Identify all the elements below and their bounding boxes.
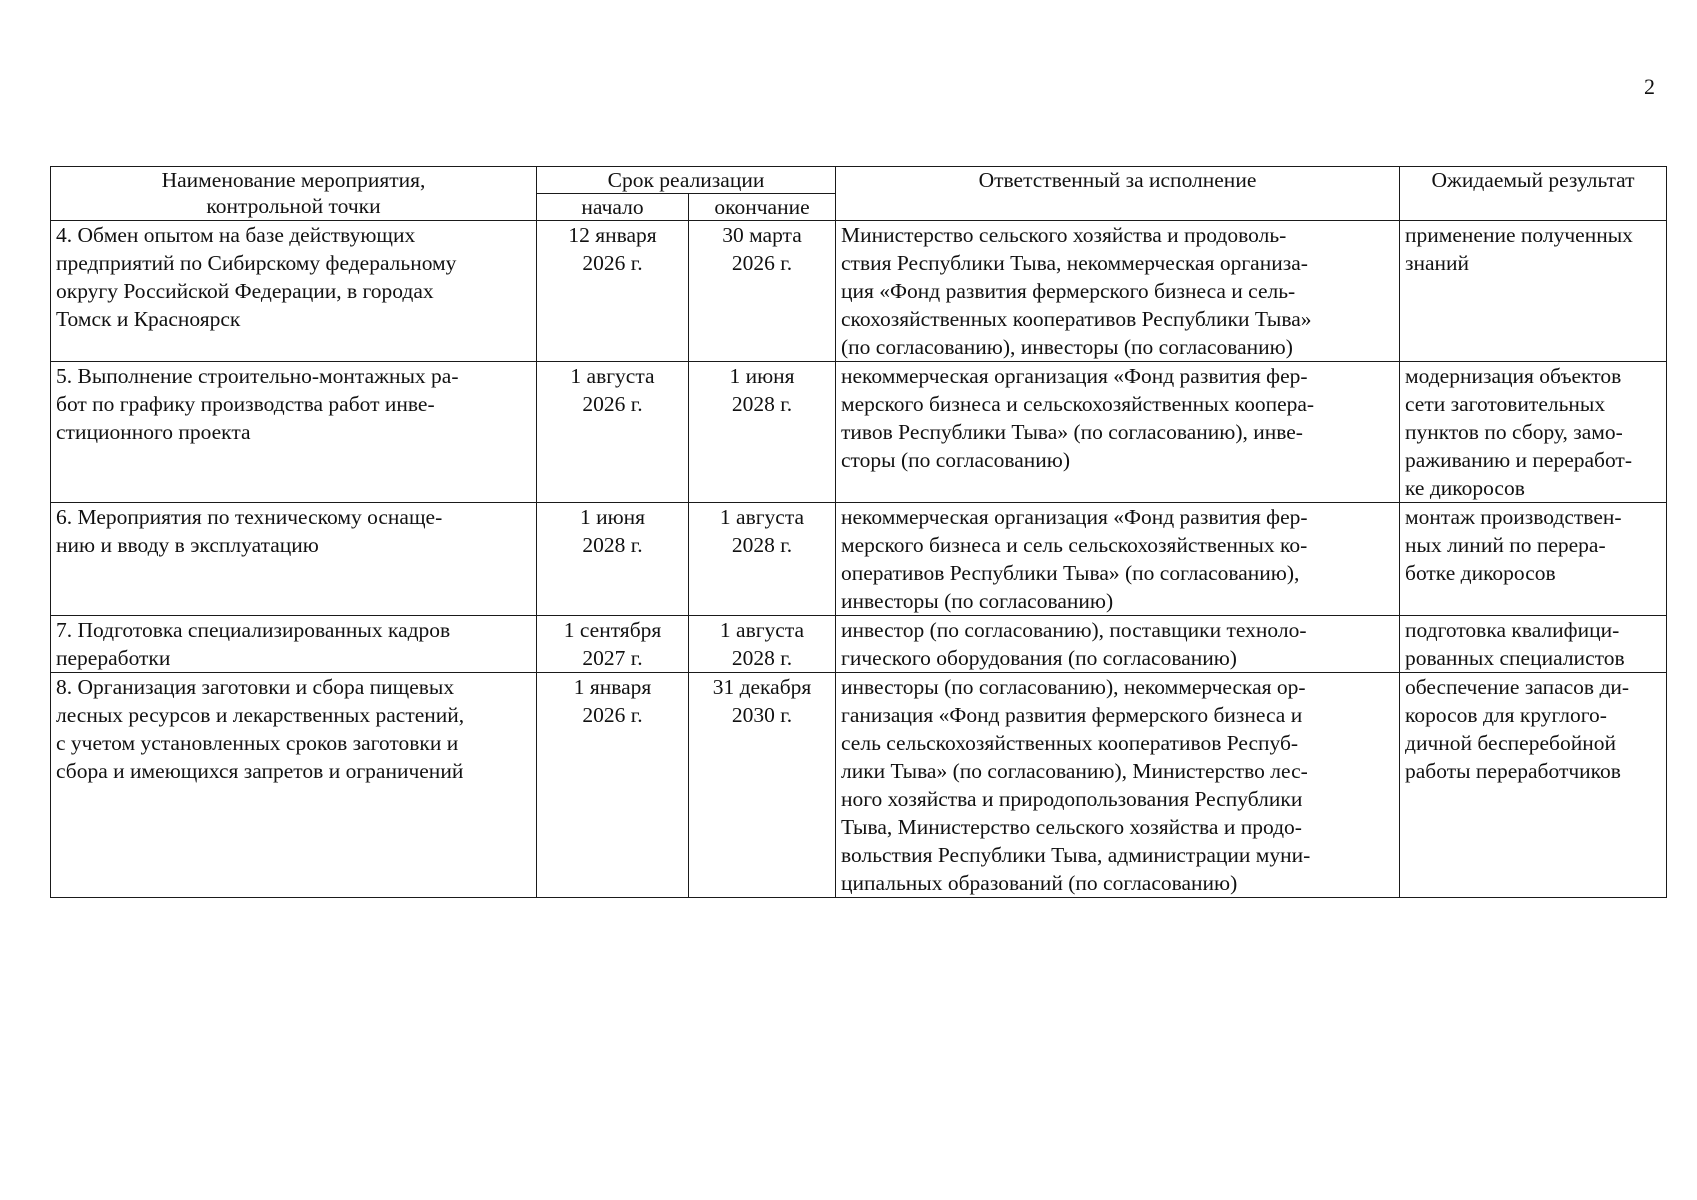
cell-name-line: 4. Обмен опытом на базе действующих: [56, 223, 416, 247]
cell-responsible-line: вольствия Республики Тыва, администрации муни-: [841, 843, 1311, 867]
cell-start: [537, 673, 689, 898]
cell-responsible-line: инвесторы (по согласованию): [841, 589, 1114, 613]
cell-start-line: 2026 г.: [582, 703, 643, 727]
cell-start: [537, 616, 689, 673]
cell-end-line: 1 августа: [719, 618, 805, 642]
cell-result-line: ке дикоросов: [1405, 476, 1525, 500]
header-row-top: [51, 167, 1667, 194]
cell-result-line: применение полученных: [1405, 223, 1633, 247]
cell-start: [537, 221, 689, 362]
table-row: [51, 503, 1667, 616]
cell-name-line: переработки: [56, 646, 171, 670]
cell-name: [51, 362, 537, 503]
cell-result-line: пунктов по сбору, замо-: [1405, 420, 1623, 444]
cell-result-line: работы переработчиков: [1405, 759, 1621, 783]
table-header: [51, 167, 1667, 221]
cell-start-line: 2027 г.: [582, 646, 643, 670]
cell-start-line: 1 сентября: [563, 618, 662, 642]
cell-name: [51, 673, 537, 898]
cell-responsible: [836, 673, 1400, 898]
cell-responsible-line: ного хозяйства и природопользования Республики: [841, 787, 1303, 811]
cell-result-line: раживанию и переработ-: [1405, 448, 1632, 472]
cell-result-lines: [1405, 221, 1661, 277]
cell-responsible-line: Министерство сельского хозяйства и продоволь-: [841, 223, 1287, 247]
cell-responsible-line: некоммерческая организация «Фонд развития фер-: [841, 505, 1308, 529]
cell-result-line: рованных специалистов: [1405, 646, 1625, 670]
cell-responsible-lines: [841, 673, 1394, 897]
cell-result-line: знаний: [1405, 251, 1470, 275]
cell-start-lines: [542, 616, 683, 672]
table-row: [51, 221, 1667, 362]
cell-name-line: лесных ресурсов и лекарственных растений,: [56, 703, 465, 727]
cell-result-line: обеспечение запасов ди-: [1405, 675, 1630, 699]
cell-result-line: сети заготовительных: [1405, 392, 1606, 416]
events-table: [50, 166, 1667, 898]
header-end: окончание: [689, 194, 836, 221]
cell-name-line: сбора и имеющихся запретов и ограничений: [56, 759, 464, 783]
cell-end-line: 2030 г.: [731, 703, 793, 727]
cell-responsible-line: (по согласованию), инвесторы (по согласованию): [841, 335, 1293, 359]
cell-end: [689, 503, 836, 616]
header-name-line: Наименование мероприятия,: [161, 168, 426, 192]
cell-end-line: 31 декабря: [712, 675, 812, 699]
table-row: [51, 616, 1667, 673]
cell-responsible-line: лики Тыва» (по согласованию), Министерство лес-: [841, 759, 1308, 783]
cell-responsible-line: ципальных образований (по согласованию): [841, 871, 1238, 895]
cell-responsible-line: оперативов Республики Тыва» (по согласованию),: [841, 561, 1300, 585]
cell-start-line: 12 января: [568, 223, 657, 247]
cell-responsible: [836, 221, 1400, 362]
cell-name-line: 5. Выполнение строительно-монтажных ра-: [56, 364, 459, 388]
cell-responsible-line: сель сельскохозяйственных кооперативов Респуб-: [841, 731, 1299, 755]
cell-responsible: [836, 362, 1400, 503]
cell-responsible-line: гического оборудования (по согласованию): [841, 646, 1237, 670]
cell-result-line: ных линий по перера-: [1405, 533, 1606, 557]
cell-result: [1400, 503, 1667, 616]
cell-name-line: 7. Подготовка специализированных кадров: [56, 618, 451, 642]
cell-end: [689, 221, 836, 362]
cell-responsible-lines: [841, 221, 1394, 361]
table-row: [51, 673, 1667, 898]
cell-name-line: предприятий по Сибирскому федеральному: [56, 251, 457, 275]
cell-name-line: с учетом установленных сроков заготовки и: [56, 731, 459, 755]
cell-name-lines: [56, 503, 531, 559]
cell-result: [1400, 362, 1667, 503]
cell-end-line: 30 марта: [722, 223, 802, 247]
cell-name: [51, 221, 537, 362]
table-body: [51, 221, 1667, 898]
cell-end-line: 2028 г.: [731, 646, 793, 670]
cell-responsible-line: инвестор (по согласованию), поставщики техноло-: [841, 618, 1307, 642]
cell-name: [51, 503, 537, 616]
cell-result-lines: [1405, 503, 1661, 587]
cell-end-lines: [694, 362, 830, 418]
header-name-lines: [56, 167, 531, 219]
cell-start-lines: [542, 503, 683, 559]
cell-name-lines: [56, 362, 531, 446]
cell-start: [537, 362, 689, 503]
cell-start-line: 2026 г.: [582, 251, 643, 275]
cell-responsible-line: мерского бизнеса и сельскохозяйственных коопера-: [841, 392, 1315, 416]
cell-name: [51, 616, 537, 673]
cell-result: [1400, 221, 1667, 362]
cell-end-lines: [694, 616, 830, 672]
header-result: Ожидаемый результат: [1400, 167, 1667, 221]
page-number: 2: [1644, 74, 1655, 99]
cell-result-line: модернизация объектов: [1405, 364, 1622, 388]
cell-responsible-line: ствия Республики Тыва, некоммерческая организа-: [841, 251, 1308, 275]
cell-end-lines: [694, 673, 830, 729]
cell-responsible-line: некоммерческая организация «Фонд развития фер-: [841, 364, 1308, 388]
header-period: Срок реализации: [537, 167, 836, 194]
cell-end-line: 1 августа: [719, 505, 805, 529]
cell-start-lines: [542, 362, 683, 418]
header-name-line: контрольной точки: [206, 194, 381, 218]
cell-responsible-line: тивов Республики Тыва» (по согласованию), инве-: [841, 420, 1303, 444]
cell-responsible-line: Тыва, Министерство сельского хозяйства и продо-: [841, 815, 1302, 839]
cell-result-line: подготовка квалифици-: [1405, 618, 1620, 642]
cell-start: [537, 503, 689, 616]
cell-responsible-lines: [841, 362, 1394, 474]
cell-responsible: [836, 503, 1400, 616]
cell-name-line: бот по графику производства работ инве-: [56, 392, 435, 416]
cell-end-line: 2028 г.: [731, 392, 793, 416]
cell-start-line: 1 августа: [570, 364, 655, 388]
cell-name-lines: [56, 673, 531, 785]
cell-start-line: 1 января: [573, 675, 652, 699]
cell-name-lines: [56, 616, 531, 672]
header-start: начало: [537, 194, 689, 221]
cell-result-line: коросов для круглого-: [1405, 703, 1607, 727]
cell-name-line: 6. Мероприятия по техническому оснаще-: [56, 505, 443, 529]
header-name: [51, 167, 537, 221]
cell-result-lines: [1405, 616, 1661, 672]
cell-end-line: 2026 г.: [731, 251, 793, 275]
cell-result: [1400, 673, 1667, 898]
cell-responsible-line: скохозяйственных кооперативов Республики Тыва»: [841, 307, 1312, 331]
cell-end: [689, 362, 836, 503]
cell-name-line: Томск и Красноярск: [56, 307, 241, 331]
cell-name-line: 8. Организация заготовки и сбора пищевых: [56, 675, 455, 699]
table-row: [51, 362, 1667, 503]
cell-end-line: 1 июня: [729, 364, 795, 388]
cell-start-lines: [542, 673, 683, 729]
cell-result-line: ботке дикоросов: [1405, 561, 1556, 585]
cell-responsible-line: инвесторы (по согласованию), некоммерческая ор-: [841, 675, 1306, 699]
cell-end-line: 2028 г.: [731, 533, 793, 557]
cell-result-line: монтаж производствен-: [1405, 505, 1622, 529]
cell-responsible-line: мерского бизнеса и сель сельскохозяйственных ко-: [841, 533, 1308, 557]
cell-start-line: 1 июня: [579, 505, 646, 529]
cell-result: [1400, 616, 1667, 673]
cell-responsible-line: ганизация «Фонд развития фермерского бизнеса и: [841, 703, 1303, 727]
cell-end-lines: [694, 221, 830, 277]
cell-end-lines: [694, 503, 830, 559]
cell-start-line: 2028 г.: [582, 533, 643, 557]
cell-name-line: нию и вводу в эксплуатацию: [56, 533, 319, 557]
cell-result-line: дичной бесперебойной: [1405, 731, 1616, 755]
cell-responsible-line: сторы (по согласованию): [841, 448, 1070, 472]
header-responsible: Ответственный за исполнение: [836, 167, 1400, 221]
cell-responsible-line: ция «Фонд развития фермерского бизнеса и сель-: [841, 279, 1296, 303]
cell-result-lines: [1405, 362, 1661, 502]
cell-name-lines: [56, 221, 531, 333]
cell-end: [689, 616, 836, 673]
cell-start-line: 2026 г.: [582, 392, 643, 416]
cell-start-lines: [542, 221, 683, 277]
cell-end: [689, 673, 836, 898]
cell-name-line: стиционного проекта: [56, 420, 251, 444]
cell-responsible-lines: [841, 616, 1394, 672]
cell-name-line: округу Российской Федерации, в городах: [56, 279, 434, 303]
cell-responsible: [836, 616, 1400, 673]
cell-responsible-lines: [841, 503, 1394, 615]
cell-result-lines: [1405, 673, 1661, 785]
